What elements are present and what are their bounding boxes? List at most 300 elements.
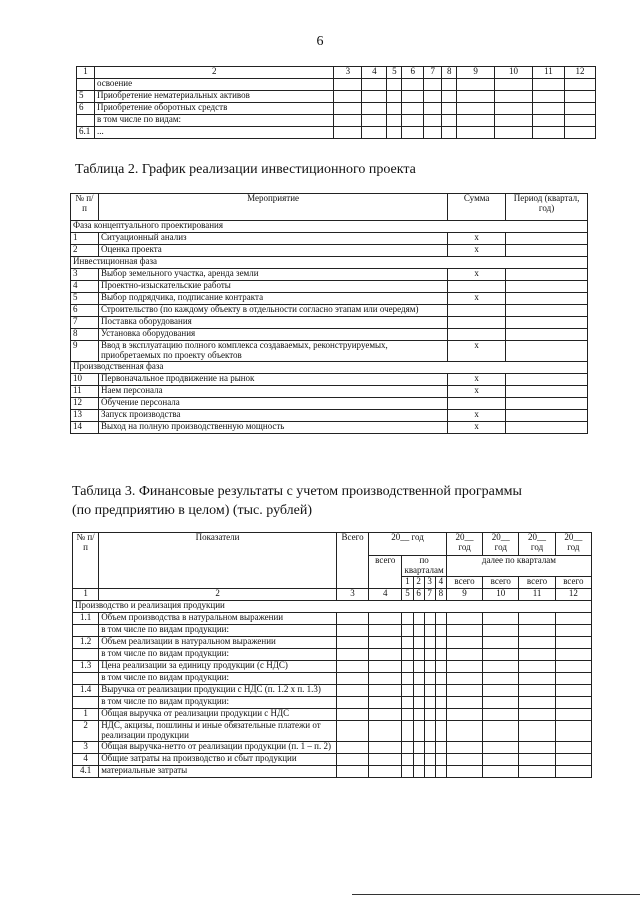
header-event: Мероприятие (98, 194, 447, 221)
row-number: 3 (71, 269, 99, 281)
empty-cell (402, 685, 413, 697)
row-number: 4 (71, 281, 99, 293)
empty-cell (369, 721, 402, 742)
empty-cell (483, 661, 519, 673)
table1-col-4: 4 (362, 67, 387, 79)
row-sum: x (448, 409, 506, 421)
row-period (506, 245, 588, 257)
row-period (506, 305, 588, 317)
empty-cell (435, 697, 446, 709)
table-row (73, 709, 592, 721)
row-period (506, 329, 588, 341)
empty-cell (387, 79, 402, 91)
empty-cell (446, 661, 482, 673)
column-number-11: 11 (519, 589, 555, 601)
empty-cell (369, 753, 402, 765)
empty-cell (519, 697, 555, 709)
empty-cell (336, 709, 368, 721)
empty-cell (369, 709, 402, 721)
empty-cell (424, 613, 435, 625)
row-indicator: в том числе по видам продукции: (99, 697, 337, 709)
table-row (73, 613, 592, 625)
row-sum: x (448, 233, 506, 245)
empty-cell (435, 741, 446, 753)
empty-cell (424, 697, 435, 709)
empty-cell (336, 697, 368, 709)
table-row (77, 103, 596, 115)
page-number: 6 (316, 34, 324, 49)
table1-col-2: 2 (94, 67, 333, 79)
section-row (71, 361, 588, 373)
empty-cell (442, 79, 457, 91)
row-sum: x (448, 385, 506, 397)
row-event: Наем персонала (98, 385, 447, 397)
row-event: Обучение персонала (98, 397, 447, 409)
empty-cell (519, 741, 555, 753)
empty-cell (519, 721, 555, 742)
table-row (77, 79, 596, 91)
empty-cell (483, 613, 519, 625)
column-number-4: 4 (369, 589, 402, 601)
empty-cell (435, 685, 446, 697)
table-row (71, 245, 588, 257)
empty-cell (362, 115, 387, 127)
empty-cell (519, 637, 555, 649)
empty-cell (424, 753, 435, 765)
table-row (73, 685, 592, 697)
empty-cell (442, 103, 457, 115)
row-indicator: в том числе по видам продукции: (99, 649, 337, 661)
empty-cell (435, 649, 446, 661)
row-indicator: в том числе по видам продукции: (99, 673, 337, 685)
row-indicator: Общие затраты на производство и сбыт продукции (99, 753, 337, 765)
empty-cell (495, 127, 533, 139)
empty-cell (519, 709, 555, 721)
header-q4: 4 (435, 577, 446, 589)
empty-cell (413, 685, 424, 697)
header-num: № п/п (71, 194, 99, 221)
empty-cell (336, 625, 368, 637)
column-number-2: 2 (99, 589, 337, 601)
section-title: Производственная фаза (71, 361, 588, 373)
row-number: 5 (71, 293, 99, 305)
empty-cell (435, 661, 446, 673)
row-number: 7 (71, 317, 99, 329)
empty-cell (336, 721, 368, 742)
empty-cell (369, 741, 402, 753)
empty-cell (555, 741, 591, 753)
row-indicator: в том числе по видам продукции: (99, 625, 337, 637)
row-indicator: Цена реализации за единицу продукции (с НДС) (99, 661, 337, 673)
row-event: Проектно-изыскательские работы (98, 281, 447, 293)
header-dalee: далее по кварталам (446, 556, 591, 577)
header-vsego-10: всего (483, 577, 519, 589)
row-period (506, 281, 588, 293)
empty-cell (555, 637, 591, 649)
empty-cell (336, 661, 368, 673)
empty-cell (402, 721, 413, 742)
empty-cell (446, 613, 482, 625)
table1-col-6: 6 (402, 67, 424, 79)
row-indicator: Объем производства в натуральном выражении (99, 613, 337, 625)
empty-cell (369, 625, 402, 637)
empty-cell (533, 79, 565, 91)
empty-cell (387, 115, 402, 127)
row-number: 5 (77, 91, 95, 103)
table-row (73, 765, 592, 777)
empty-cell (369, 685, 402, 697)
empty-cell (519, 625, 555, 637)
empty-cell (483, 685, 519, 697)
empty-cell (555, 697, 591, 709)
empty-cell (446, 709, 482, 721)
section-title: Производство и реализация продукции (73, 601, 592, 613)
row-event: Выбор подрядчика, подписание контракта (98, 293, 447, 305)
row-number: 3 (73, 741, 99, 753)
empty-cell (533, 103, 565, 115)
table3-title-line1: Таблица 3. Финансовые результаты с учетом производственной программы (72, 484, 522, 499)
empty-cell (446, 649, 482, 661)
table1-col-5: 5 (387, 67, 402, 79)
empty-cell (483, 721, 519, 742)
table-row (71, 385, 588, 397)
empty-cell (402, 753, 413, 765)
empty-cell (369, 649, 402, 661)
table1-header-row (77, 67, 596, 79)
empty-cell (334, 79, 362, 91)
empty-cell (387, 103, 402, 115)
column-number-12: 12 (555, 589, 591, 601)
table1-col-9: 9 (457, 67, 495, 79)
table1-continuation (76, 66, 596, 139)
header-period: Период (квартал, год) (506, 194, 588, 221)
empty-cell (483, 625, 519, 637)
empty-cell (483, 765, 519, 777)
table-row (71, 397, 588, 409)
empty-cell (435, 673, 446, 685)
row-number (73, 625, 99, 637)
empty-cell (387, 91, 402, 103)
empty-cell (424, 721, 435, 742)
header-vsego: всего (369, 556, 402, 589)
empty-cell (483, 697, 519, 709)
empty-cell (362, 91, 387, 103)
row-period (506, 341, 588, 362)
row-number: 4 (73, 753, 99, 765)
empty-cell (555, 649, 591, 661)
table-row (73, 673, 592, 685)
section-row (73, 601, 592, 613)
empty-cell (413, 661, 424, 673)
empty-cell (446, 697, 482, 709)
column-number-5: 5 (402, 589, 413, 601)
row-sum (448, 329, 506, 341)
empty-cell (564, 115, 595, 127)
empty-cell (435, 709, 446, 721)
empty-cell (413, 709, 424, 721)
empty-cell (446, 721, 482, 742)
header-indicator: Показатели (99, 533, 337, 589)
row-number: 4.1 (73, 765, 99, 777)
empty-cell (483, 753, 519, 765)
header-year4: 20__ год (519, 533, 555, 556)
table-row (71, 305, 588, 317)
row-text: в том числе по видам: (94, 115, 333, 127)
row-sum (448, 281, 506, 293)
empty-cell (555, 661, 591, 673)
table3-column-numbers (73, 589, 592, 601)
row-number (77, 79, 95, 91)
header-year2: 20__ год (446, 533, 482, 556)
row-number: 9 (71, 341, 99, 362)
table1-col-7: 7 (424, 67, 442, 79)
table-row (73, 625, 592, 637)
row-number: 14 (71, 421, 99, 433)
table-row (71, 233, 588, 245)
empty-cell (424, 709, 435, 721)
row-indicator: НДС, акцизы, пошлины и иные обязательные платежи от реализации продукции (99, 721, 337, 742)
empty-cell (555, 673, 591, 685)
empty-cell (555, 613, 591, 625)
empty-cell (519, 661, 555, 673)
empty-cell (483, 649, 519, 661)
table-row (71, 329, 588, 341)
row-period (506, 421, 588, 433)
empty-cell (457, 127, 495, 139)
table-row (71, 269, 588, 281)
section-row (71, 221, 588, 233)
row-number: 6 (71, 305, 99, 317)
empty-cell (424, 79, 442, 91)
table2-title: Таблица 2. График реализации инвестиционного проекта (75, 162, 416, 177)
empty-cell (424, 741, 435, 753)
empty-cell (533, 115, 565, 127)
empty-cell (413, 649, 424, 661)
empty-cell (483, 709, 519, 721)
row-sum (448, 305, 506, 317)
table-row (71, 341, 588, 362)
column-number-3: 3 (336, 589, 368, 601)
empty-cell (424, 637, 435, 649)
empty-cell (362, 103, 387, 115)
empty-cell (402, 91, 424, 103)
empty-cell (555, 709, 591, 721)
row-number: 11 (71, 385, 99, 397)
empty-cell (446, 637, 482, 649)
row-period (506, 397, 588, 409)
empty-cell (336, 741, 368, 753)
row-event: Поставка оборудования (98, 317, 447, 329)
row-text: Приобретение оборотных средств (94, 103, 333, 115)
row-number (73, 673, 99, 685)
empty-cell (435, 753, 446, 765)
empty-cell (413, 741, 424, 753)
row-number (77, 115, 95, 127)
empty-cell (336, 765, 368, 777)
empty-cell (519, 685, 555, 697)
empty-cell (369, 613, 402, 625)
empty-cell (413, 673, 424, 685)
row-text: Приобретение нематериальных активов (94, 91, 333, 103)
row-period (506, 409, 588, 421)
empty-cell (457, 115, 495, 127)
empty-cell (402, 127, 424, 139)
table1-col-11: 11 (533, 67, 565, 79)
row-period (506, 293, 588, 305)
empty-cell (369, 637, 402, 649)
empty-cell (402, 673, 413, 685)
empty-cell (564, 91, 595, 103)
empty-cell (413, 753, 424, 765)
empty-cell (402, 115, 424, 127)
empty-cell (483, 673, 519, 685)
row-number: 8 (71, 329, 99, 341)
empty-cell (435, 625, 446, 637)
empty-cell (362, 127, 387, 139)
empty-cell (369, 661, 402, 673)
row-sum (448, 397, 506, 409)
empty-cell (362, 79, 387, 91)
empty-cell (442, 127, 457, 139)
column-number-8: 8 (435, 589, 446, 601)
table-row (77, 91, 596, 103)
empty-cell (495, 91, 533, 103)
empty-cell (336, 613, 368, 625)
column-number-9: 9 (446, 589, 482, 601)
table-row (73, 637, 592, 649)
empty-cell (413, 613, 424, 625)
empty-cell (519, 613, 555, 625)
row-event: Ввод в эксплуатацию полного комплекса создаваемых, реконструируемых, приобретаемых по проекту объектов (98, 341, 447, 362)
row-number: 2 (73, 721, 99, 742)
empty-cell (446, 625, 482, 637)
row-indicator: Выручка от реализации продукции с НДС (п. 1.2 x п. 1.3) (99, 685, 337, 697)
header-q3: 3 (424, 577, 435, 589)
table-row (71, 317, 588, 329)
row-number: 13 (71, 409, 99, 421)
table3-title (72, 482, 522, 520)
empty-cell (402, 709, 413, 721)
empty-cell (402, 103, 424, 115)
row-number (73, 649, 99, 661)
row-number: 1.4 (73, 685, 99, 697)
table1-col-12: 12 (564, 67, 595, 79)
column-number-6: 6 (413, 589, 424, 601)
row-event: Установка оборудования (98, 329, 447, 341)
empty-cell (402, 697, 413, 709)
row-indicator: Общая выручка от реализации продукции с НДС (99, 709, 337, 721)
empty-cell (402, 637, 413, 649)
row-number: 10 (71, 373, 99, 385)
empty-cell (483, 637, 519, 649)
header-vsego-12: всего (555, 577, 591, 589)
header-po-kvartalam: по кварталам (402, 556, 446, 577)
table-row (73, 741, 592, 753)
empty-cell (402, 625, 413, 637)
empty-cell (446, 673, 482, 685)
empty-cell (369, 697, 402, 709)
table2-header-row (71, 194, 588, 221)
empty-cell (446, 765, 482, 777)
empty-cell (424, 661, 435, 673)
row-period (506, 373, 588, 385)
footer-rule (352, 894, 640, 895)
empty-cell (334, 91, 362, 103)
row-number: 6.1 (77, 127, 95, 139)
empty-cell (564, 103, 595, 115)
column-number-1: 1 (73, 589, 99, 601)
empty-cell (402, 741, 413, 753)
empty-cell (334, 115, 362, 127)
header-year-main: 20__ год (369, 533, 447, 556)
empty-cell (424, 673, 435, 685)
empty-cell (402, 613, 413, 625)
empty-cell (495, 115, 533, 127)
empty-cell (369, 765, 402, 777)
empty-cell (424, 685, 435, 697)
empty-cell (336, 685, 368, 697)
empty-cell (435, 637, 446, 649)
row-number: 1.2 (73, 637, 99, 649)
header-vsego-11: всего (519, 577, 555, 589)
empty-cell (457, 91, 495, 103)
row-event: Строительство (по каждому объекту в отдельности согласно этапам или очередям) (98, 305, 447, 317)
table3-header-row1 (73, 533, 592, 556)
row-event: Выбор земельного участка, аренда земли (98, 269, 447, 281)
empty-cell (446, 741, 482, 753)
table-row (71, 293, 588, 305)
header-year3: 20__ год (483, 533, 519, 556)
empty-cell (424, 103, 442, 115)
table1-col-10: 10 (495, 67, 533, 79)
empty-cell (402, 79, 424, 91)
empty-cell (555, 625, 591, 637)
empty-cell (336, 649, 368, 661)
empty-cell (435, 721, 446, 742)
row-event: Оценка проекта (98, 245, 447, 257)
table-row (73, 697, 592, 709)
row-event: Запуск производства (98, 409, 447, 421)
table3-title-line2: (по предприятию в целом) (тыс. рублей) (72, 503, 313, 518)
empty-cell (533, 127, 565, 139)
row-event: Выход на полную производственную мощность (98, 421, 447, 433)
empty-cell (555, 685, 591, 697)
header-total: Всего (336, 533, 368, 589)
header-sum: Сумма (448, 194, 506, 221)
empty-cell (336, 673, 368, 685)
row-sum (448, 317, 506, 329)
empty-cell (334, 103, 362, 115)
empty-cell (424, 115, 442, 127)
empty-cell (424, 91, 442, 103)
empty-cell (519, 765, 555, 777)
table-row (73, 661, 592, 673)
empty-cell (424, 127, 442, 139)
empty-cell (413, 721, 424, 742)
row-number: 1 (73, 709, 99, 721)
row-period (506, 233, 588, 245)
empty-cell (442, 115, 457, 127)
row-number (73, 697, 99, 709)
table-row (71, 421, 588, 433)
empty-cell (413, 697, 424, 709)
section-title: Фаза концептуального проектирования (71, 221, 588, 233)
empty-cell (424, 765, 435, 777)
column-number-10: 10 (483, 589, 519, 601)
row-text: ... (94, 127, 333, 139)
row-sum: x (448, 373, 506, 385)
row-number: 12 (71, 397, 99, 409)
